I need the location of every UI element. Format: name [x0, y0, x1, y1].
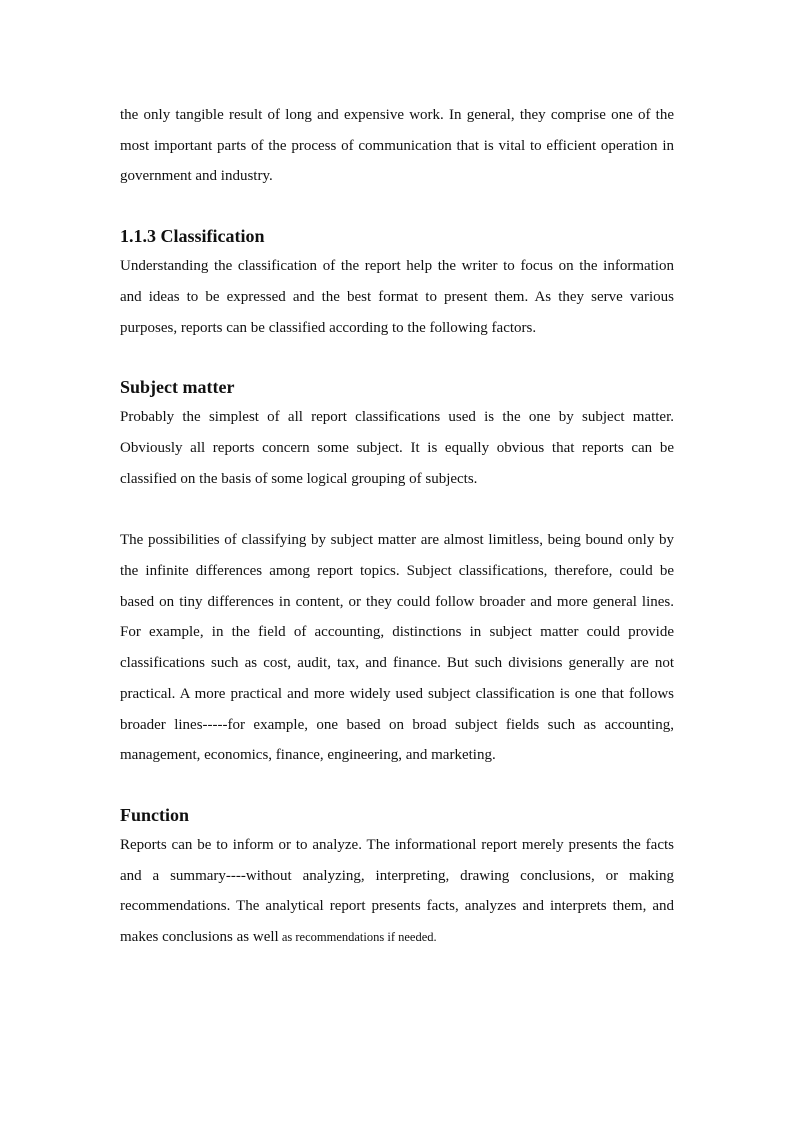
- subject-matter-paragraph-1: Probably the simplest of all report classifications used is the one by subject matter. Obviously all reports concern some subject. It is equally obvious that reports can be classified on the basis of some logical grouping of subjects.: [120, 409, 674, 487]
- document-page: [120, 100, 674, 953]
- classification-heading: 1.1.3 Classification: [120, 226, 265, 247]
- subject-matter-paragraph-2: The possibilities of classifying by subject matter are almost limitless, being bound only by the infinite differences among report topics. Subject classifications, therefore, could be based on tiny differences in content, or they could follow broader and more general lines. For example, in the field of accounting, distinctions in subject matter could provide classifications such as cost, audit, tax, and finance. But such divisions generally are not practical. A more practical and more widely used subject classification is one that follows broader lines-----for example, one based on broad subject fields such as accounting, management, economics, finance, engineering, and marketing.: [120, 532, 674, 764]
- function-paragraph-main: Reports can be to inform or to analyze. The informational report merely presents the facts and a summary----without analyzing, interpreting, drawing conclusions, or making recommendations. The analytical report presents facts, analyzes and interprets them, and makes conclusions as well: [120, 836, 674, 946]
- function-paragraph-tail: as recommendations if needed.: [278, 930, 437, 945]
- function-heading: Function: [120, 804, 190, 825]
- classification-paragraph: Understanding the classification of the report help the writer to focus on the information and ideas to be expressed and the best format to present them. As they serve various purposes, reports can be classified according to the following factors.: [120, 258, 674, 336]
- intro-paragraph: the only tangible result of long and expensive work. In general, they comprise one of the most important parts of the process of communication that is vital to efficient operation in government and industry.: [120, 107, 674, 185]
- subject-matter-heading: Subject matter: [120, 377, 235, 398]
- function-paragraph: [120, 830, 674, 953]
